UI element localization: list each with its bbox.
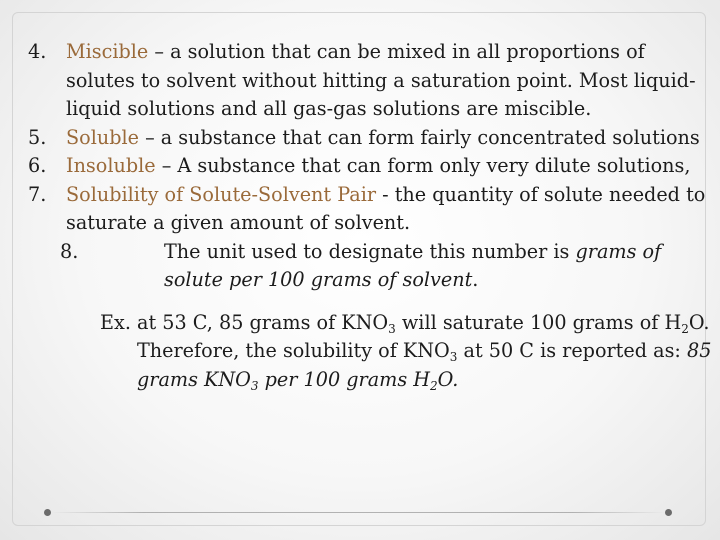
example-text: at 50 C is reported as:: [457, 339, 687, 362]
right-bullet-dot: [665, 509, 672, 516]
list-item: [28, 152, 712, 181]
left-bullet-dot: [44, 509, 51, 516]
list-item: [28, 181, 712, 238]
item-number: 7.: [28, 182, 47, 206]
example-text: O. Therefore, the solubility of KNO: [137, 310, 710, 362]
example-emphasis-text: O.: [437, 367, 459, 391]
term-soluble: Soluble: [66, 125, 139, 149]
subscript: 3: [250, 378, 259, 393]
term-miscible: Miscible: [66, 40, 149, 63]
example-text: will saturate 100 grams of H: [395, 310, 682, 334]
subscript: 3: [449, 350, 458, 364]
list-item: [28, 124, 712, 153]
term-insoluble: Insoluble: [66, 154, 156, 177]
item-number: 5.: [28, 125, 47, 149]
definition-miscible: – a solution that can be mixed in all proportions of solutes to solvent without hitting a saturation point. Most liquid-liquid solutions and all gas-gas solutions are miscible.: [66, 40, 696, 120]
definition-soluble: – a substance that can form fairly concentrated solutions: [138, 125, 700, 149]
definition-insoluble: – A substance that can form only very dilute solutions,: [155, 154, 691, 177]
item-number: 6.: [28, 154, 47, 177]
footer-divider: [51, 512, 665, 513]
subitem-end: .: [472, 268, 479, 291]
item-number: 4.: [28, 40, 47, 63]
example-text: Ex. at 53 C, 85 grams of KNO: [100, 310, 389, 334]
list-item: [28, 38, 712, 124]
definition-solubility: - the quantity of solute needed to saturate a given amount of solvent.: [66, 182, 706, 234]
subscript: 2: [681, 321, 689, 336]
sub-list-item: [60, 238, 712, 295]
slide-content: [28, 38, 712, 394]
example-paragraph: [100, 309, 712, 395]
term-solubility: Solubility of Solute-Solvent Pair: [66, 182, 377, 206]
subscript: 2: [430, 378, 438, 393]
example-emphasis-text: per 100 grams H: [258, 367, 431, 391]
subitem-text: The unit used to designate this number is: [164, 239, 576, 263]
item-number: 8.: [60, 239, 79, 263]
example-emphasis-text: 85 grams KNO: [137, 339, 712, 391]
subscript: 3: [388, 321, 396, 336]
subitem-emphasis: grams of solute per 100 grams of solvent: [164, 239, 662, 291]
